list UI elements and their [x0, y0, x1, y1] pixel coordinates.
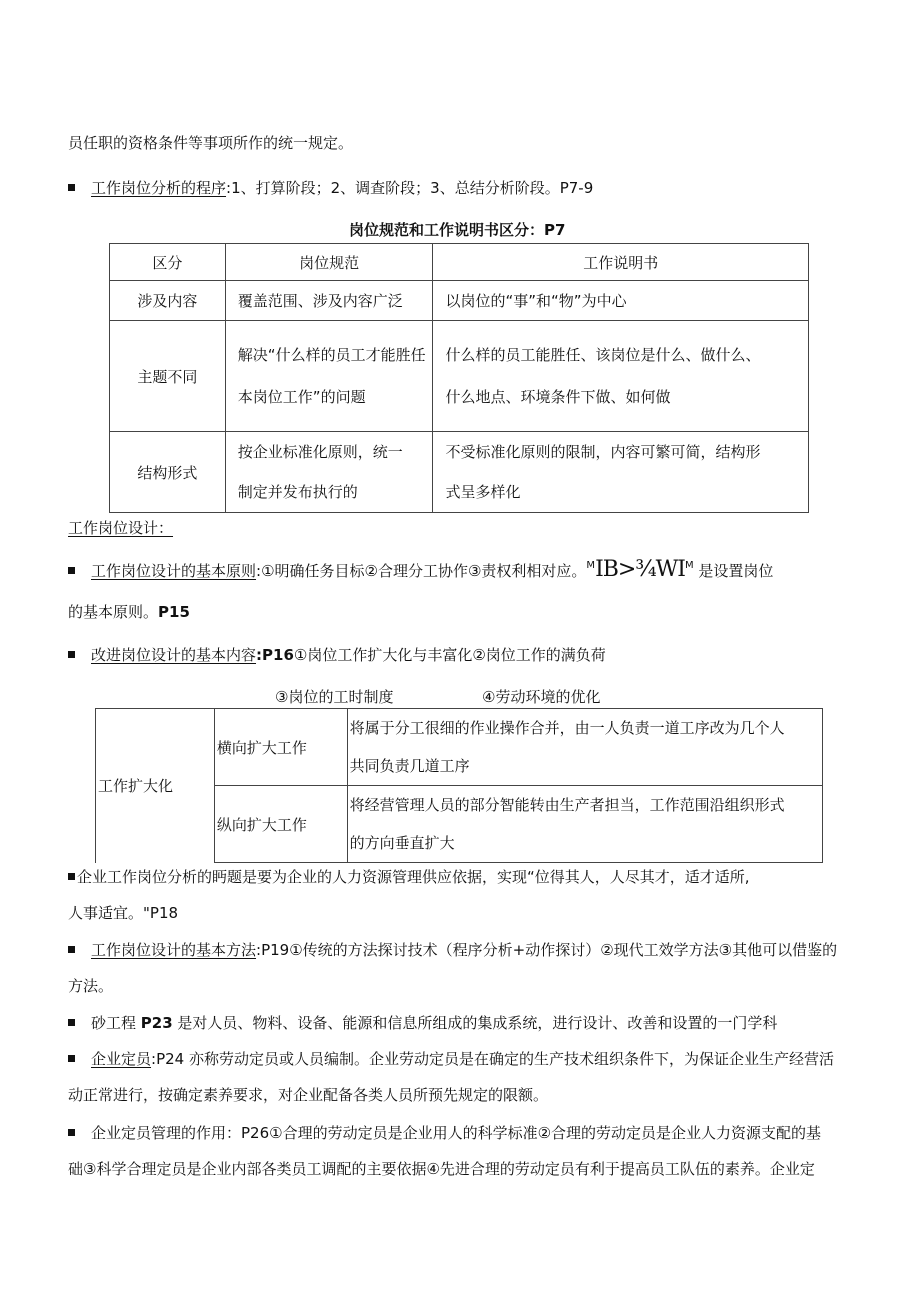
- table-header-row: [110, 244, 809, 281]
- staffing-line2: 动正常进行，按确定素养要求，对企业配备各类人员所预先规定的限额。: [68, 1086, 549, 1104]
- improve-line2-b: ④劳动环境的优化: [482, 688, 601, 706]
- ergonomics-item: [68, 1013, 777, 1033]
- row-name: 纵向扩大工作: [214, 786, 347, 863]
- improve-text: ①岗位工作扩大化与丰富化②岗位工作的满负荷: [293, 646, 606, 664]
- method-line2: 方法。: [68, 977, 114, 995]
- management-line1: 企业定员管理的作用：P26①合理的劳动定员是企业用人的科学标准②合理的劳动定员是企业人力资源支配的基: [91, 1124, 822, 1142]
- header-cell: 区分: [110, 244, 226, 281]
- management-line2: 础③科学合理定员是企业内部各类员工调配的主要依据④先进合理的劳动定员有利于提高员工队伍的素养。企业定: [68, 1160, 815, 1178]
- desc-cell: [347, 786, 822, 863]
- comparison-table: [109, 243, 809, 513]
- row-label: 涉及内容: [110, 281, 226, 321]
- desc-cell: [347, 709, 822, 786]
- spec-cell: [225, 432, 433, 513]
- principle-label: 工作岗位设计的基本原则: [91, 562, 257, 580]
- header-cell: 岗位规范: [225, 244, 433, 281]
- spec-line: 本岗位工作”的问题: [237, 388, 366, 406]
- table1-caption: 岗位规范和工作说明书区分：P7: [349, 221, 566, 239]
- table-row: [96, 709, 823, 786]
- bullet-square-icon: [68, 873, 75, 880]
- principle-line2-text: 的基本原则。: [68, 603, 159, 621]
- method-text: :P19①传统的方法探讨技术（程序分析+动作探讨）②现代工效学方法③其他可以借鉴的: [256, 941, 838, 959]
- spec-line: 制定并发布执行的: [237, 483, 358, 501]
- desc-cell: 以岗位的“事”和“物”为中心: [433, 281, 809, 321]
- bullet-square-icon: [68, 1019, 75, 1026]
- continuation-text: 员任职的资格条件等事项所作的统一规定。: [68, 134, 354, 152]
- purpose-line1: 企业工作岗位分析的眄题是要为企业的人力资源管理供应依据，实现“位得其人，人尽其才，适才适所,: [77, 868, 750, 886]
- procedure-item: [68, 178, 593, 198]
- principle-line2: [68, 602, 190, 622]
- row-name: 横向扩大工作: [214, 709, 347, 786]
- table-row: [110, 432, 809, 513]
- garbled-text: IB>¾WI: [595, 557, 685, 582]
- desc-cell: [433, 321, 809, 432]
- row-label: 结构形式: [110, 432, 226, 513]
- desc-line: 什么地点、环境条件下做、如何做: [445, 388, 671, 406]
- bullet-square-icon: [68, 1055, 75, 1062]
- ergonomics-text: 是对人员、物料、设备、能源和信息所组成的集成系统，进行设计、改善和设置的一门学科: [172, 1014, 778, 1032]
- staffing-text: :P24 亦称劳动定员或人员编制。企业劳动定员是在确定的生产技术组织条件下，为保证企业生产经营活: [151, 1050, 834, 1068]
- section-heading: 工作岗位设计：: [68, 519, 174, 537]
- desc-line: 将经营管理人员的部分智能转由生产者担当，工作范围沿组织形式: [349, 796, 785, 814]
- table-row: [110, 281, 809, 321]
- table-row: [110, 321, 809, 432]
- improve-line2-a: ③岗位的工时制度: [275, 688, 394, 706]
- staffing-label: 企业定员: [91, 1050, 152, 1068]
- desc-line: 什么样的员工能胜任、该岗位是什么、做什么、: [445, 346, 761, 364]
- header-cell: 工作说明书: [433, 244, 809, 281]
- desc-line: 不受标准化原则的限制，内容可繁可简，结构形: [445, 443, 761, 461]
- spec-line: 按企业标准化原则，统一: [237, 443, 403, 461]
- method-item: [68, 940, 837, 960]
- principle-tail: 是设置岗位: [693, 562, 774, 580]
- spec-line: 解决“什么样的员工才能胜任: [237, 346, 426, 364]
- garbled-sup: M: [586, 560, 596, 571]
- row-label: 主题不同: [110, 321, 226, 432]
- enlargement-table: [95, 708, 823, 863]
- method-label: 工作岗位设计的基本方法: [91, 941, 257, 959]
- bullet-square-icon: [68, 946, 75, 953]
- page-ref: P23: [140, 1014, 173, 1032]
- ergonomics-term: 砂工程: [91, 1014, 141, 1032]
- improve-label: 改进岗位设计的基本内容: [91, 646, 257, 664]
- desc-line: 的方向垂直扩大: [349, 834, 455, 852]
- desc-cell: [433, 432, 809, 513]
- purpose-line2: 人事适宜。"P18: [68, 904, 179, 922]
- procedure-text: :1、打算阶段；2、调查阶段；3、总结分析阶段。P7-9: [226, 179, 594, 197]
- page-ref: :P16: [256, 646, 294, 664]
- staffing-item: [68, 1049, 834, 1069]
- garbled-sup: M: [684, 560, 694, 571]
- purpose-item: [68, 867, 750, 887]
- procedure-label: 工作岗位分析的程序: [91, 179, 227, 197]
- improve-item: [68, 645, 606, 665]
- bullet-square-icon: [68, 567, 75, 574]
- principle-item: [68, 556, 773, 581]
- bullet-square-icon: [68, 1129, 75, 1136]
- bullet-square-icon: [68, 651, 75, 658]
- page-ref: P15: [158, 603, 190, 621]
- enlargement-label: 工作扩大化: [96, 709, 215, 863]
- desc-line: 式呈多样化: [445, 483, 521, 501]
- desc-line: 将属于分工很细的作业操作合并，由一人负责一道工序改为几个人: [349, 719, 785, 737]
- bullet-square-icon: [68, 184, 75, 191]
- spec-cell: [225, 321, 433, 432]
- desc-line: 共同负责几道工序: [349, 757, 470, 775]
- management-item: [68, 1123, 821, 1143]
- principle-text: :①明确任务目标②合理分工协作③责权利相对应。: [256, 562, 587, 580]
- spec-cell: 覆盖范围、涉及内容广泛: [225, 281, 433, 321]
